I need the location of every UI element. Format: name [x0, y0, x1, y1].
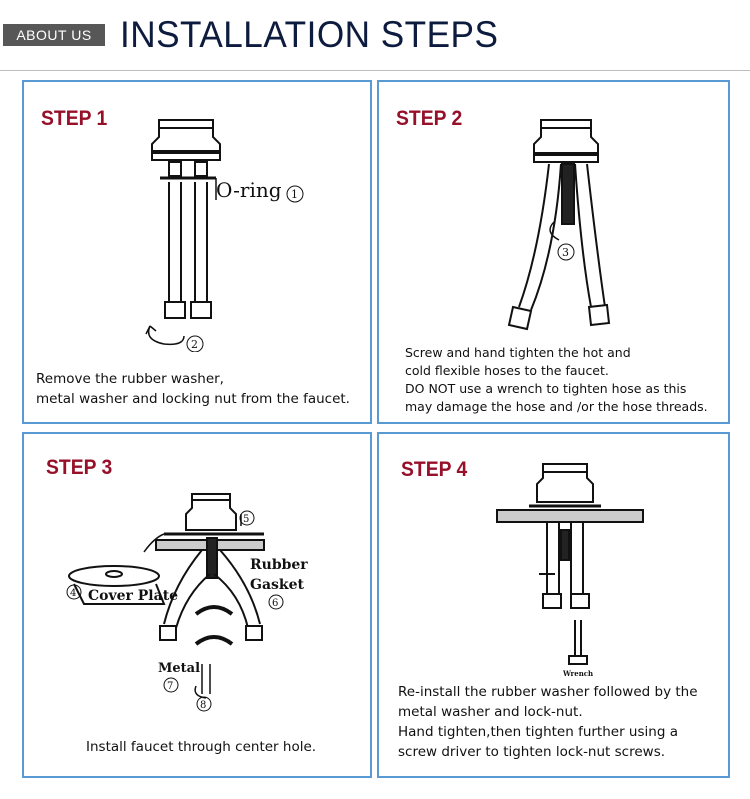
- step-4-label: STEP 4: [401, 458, 468, 481]
- step-3-illustration: [24, 434, 370, 724]
- oring-callout: O-ring: [216, 178, 282, 202]
- step-2-line: Screw and hand tighten the hot and: [405, 345, 631, 360]
- gasket-callout: Gasket: [250, 577, 304, 593]
- step-1-description: [36, 369, 350, 409]
- step-4-line: screw driver to tighten lock-nut screws.: [398, 744, 666, 760]
- step-2-line: DO NOT use a wrench to tighten hose as this: [405, 381, 687, 396]
- callout-3: 3: [562, 246, 569, 259]
- callout-7: 7: [167, 681, 174, 692]
- step-4-description: [398, 682, 698, 762]
- step-3-line: Install faucet through center hole.: [86, 739, 317, 755]
- step-2-label: STEP 2: [396, 107, 463, 130]
- wrench-callout: Wrench: [563, 669, 594, 678]
- step-1-label: STEP 1: [41, 107, 108, 130]
- step-1-line: Remove the rubber washer,: [36, 371, 224, 387]
- step-3-panel: [22, 432, 372, 778]
- step-2-illustration: [379, 82, 728, 342]
- step-4-line: Re-install the rubber washer followed by the: [398, 684, 698, 700]
- callout-2: 2: [191, 338, 198, 351]
- step-1-illustration: [24, 82, 370, 352]
- step-4-illustration: [379, 434, 728, 684]
- about-us-badge[interactable]: ABOUT US: [3, 24, 105, 46]
- page-title: INSTALLATION STEPS: [120, 14, 499, 55]
- step-2-description: [405, 344, 708, 416]
- step-1-panel: [22, 80, 372, 424]
- cover-plate-callout: Cover Plate: [88, 588, 179, 604]
- step-4-line: Hand tighten,then tighten further using a: [398, 724, 678, 740]
- step-2-line: may damage the hose and /or the hose threads.: [405, 399, 708, 414]
- callout-4: 4: [70, 588, 77, 599]
- step-2-line: cold flexible hoses to the faucet.: [405, 363, 609, 378]
- callout-5: 5: [243, 514, 250, 525]
- rubber-callout: Rubber: [250, 557, 308, 573]
- callout-8: 8: [200, 700, 207, 711]
- step-3-label: STEP 3: [46, 456, 113, 479]
- metal-callout: Metal: [158, 661, 201, 676]
- step-1-line: metal washer and locking nut from the faucet.: [36, 391, 350, 407]
- callout-6: 6: [272, 598, 279, 609]
- step-3-description: [86, 737, 316, 757]
- step-4-line: metal washer and lock-nut.: [398, 704, 583, 720]
- step-4-panel: [377, 432, 730, 778]
- header-divider: [0, 70, 750, 71]
- callout-1: 1: [291, 188, 298, 201]
- step-2-panel: [377, 80, 730, 424]
